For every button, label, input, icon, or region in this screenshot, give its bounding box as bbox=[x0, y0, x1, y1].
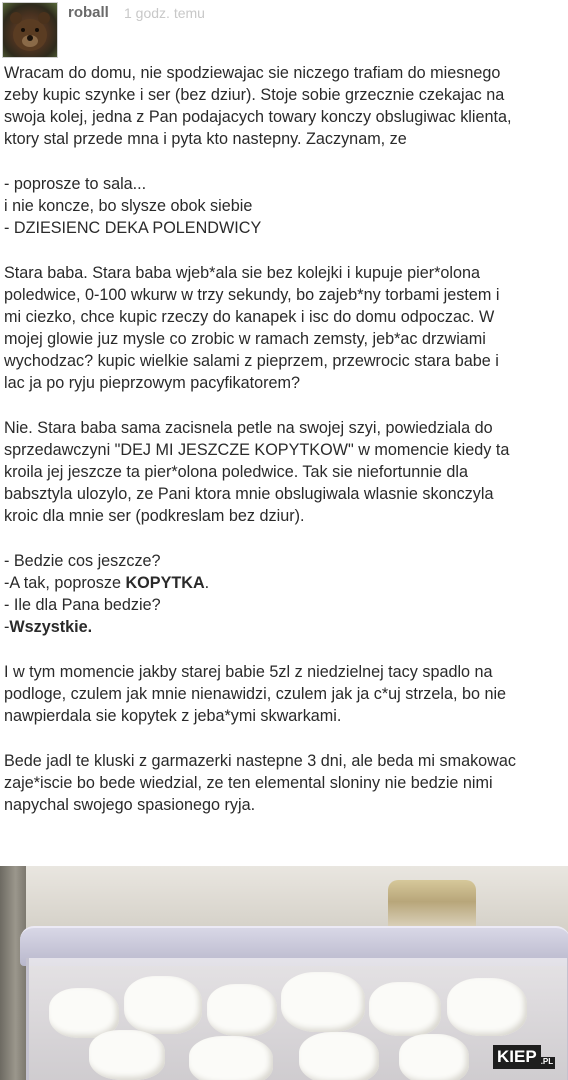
post-line: - Ile dla Pana bedzie? bbox=[4, 596, 161, 614]
kiep-watermark[interactable] bbox=[493, 1045, 555, 1069]
post-line: ktory stal przede mna i pyta kto nastepny. Zaczynam, ze bbox=[4, 130, 407, 148]
post-line: wychodzac? kupic wielkie salami z pieprzem, przewrocic stara babe i bbox=[4, 352, 499, 370]
bold-wszystkie: Wszystkie. bbox=[9, 618, 93, 636]
post-line: nawpierdala sie kopytek z jeba*ymi skwarkami. bbox=[4, 707, 342, 725]
post-line: napychal swojego spasionego ryja. bbox=[4, 796, 256, 814]
post-line: - DZIESIENC DEKA POLENDWICY bbox=[4, 219, 262, 237]
post-line: sprzedawczyni "DEJ MI JESZCZE KOPYTKOW" w momencie kiedy ta bbox=[4, 441, 510, 459]
dumpling bbox=[447, 978, 527, 1036]
post-line: Stara baba. Stara baba wjeb*ala sie bez kolejki i kupuje pier*olona bbox=[4, 264, 481, 282]
post-line-kopytka bbox=[4, 572, 568, 594]
dumpling bbox=[189, 1036, 273, 1080]
post-line: lac ja po ryju pieprzowym pacyfikatorem? bbox=[4, 374, 300, 392]
post-timestamp: 1 godz. temu bbox=[124, 5, 205, 21]
watermark-tld: .PL bbox=[541, 1057, 555, 1069]
post-line: babsztyla ulozylo, ze Pani ktora mnie obslugiwala wlasnie skonczyla bbox=[4, 485, 494, 503]
post-header bbox=[0, 0, 568, 60]
dumpling bbox=[89, 1030, 165, 1080]
post-line: poledwice, 0-100 wkurw w trzy sekundy, bo zajeb*ny torbami jestem i bbox=[4, 286, 500, 304]
post-line: Wracam do domu, nie spodziewajac sie niczego trafiam do miesnego bbox=[4, 64, 501, 82]
dumpling bbox=[281, 972, 365, 1032]
dumpling bbox=[124, 976, 202, 1034]
post-line: I w tym momencie jakby starej babie 5zl z niedzielnej tacy spadlo na bbox=[4, 663, 493, 681]
dumpling bbox=[299, 1032, 379, 1080]
post-line-wszystkie bbox=[4, 616, 568, 638]
post-line: kroila jej jeszcze ta pier*olona poledwice. Tak sie niefortunnie dla bbox=[4, 463, 469, 481]
post-line-text: - bbox=[4, 618, 10, 636]
post-line: - Bedzie cos jeszcze? bbox=[4, 552, 161, 570]
bold-kopytka: KOPYTKA bbox=[125, 574, 205, 592]
plastic-container bbox=[26, 958, 568, 1080]
post-line: i nie koncze, bo slysze obok siebie bbox=[4, 197, 253, 215]
post-line: swoja kolej, jedna z Pan podajacych towary konczy obslugiwac klienta, bbox=[4, 108, 512, 126]
post-line: Bede jadl te kluski z garmazerki nastepne 3 dni, ale beda mi smakowac bbox=[4, 752, 516, 770]
username-link[interactable]: roball bbox=[68, 4, 109, 21]
post-line: zaje*iscie bo bede wiedzial, ze ten elemental sloniny nie bedzie nimi bbox=[4, 774, 493, 792]
post-line: Nie. Stara baba sama zacisnela petle na swojej szyi, powiedziala do bbox=[4, 419, 493, 437]
bear-avatar-icon bbox=[3, 3, 57, 57]
dumpling bbox=[399, 1034, 469, 1080]
dumplings-photo bbox=[0, 866, 568, 1080]
dumpling bbox=[207, 984, 277, 1036]
avatar[interactable] bbox=[2, 2, 58, 58]
post-line: podloge, czulem jak mnie nienawidzi, czulem jak ja c*uj strzela, bo nie bbox=[4, 685, 507, 703]
post-line: - poprosze to sala... bbox=[4, 175, 147, 193]
post-line: zeby kupic szynke i ser (bez dziur). Stoje sobie grzecznie czekajac na bbox=[4, 86, 505, 104]
post-line: mi ciezko, chce kupic rzeczy do kanapek i isc do domu odpoczac. W bbox=[4, 308, 495, 326]
watermark-brand: KIEP bbox=[493, 1045, 541, 1069]
dumpling bbox=[369, 982, 441, 1036]
post-line-text: -A tak, poprosze bbox=[4, 574, 126, 592]
post-line: kroic dla mnie ser (podkreslam bez dziur). bbox=[4, 507, 305, 525]
post-line-text: . bbox=[204, 574, 210, 592]
bottle bbox=[0, 866, 26, 1080]
post-body bbox=[4, 62, 568, 816]
post-line: mojej glowie juz mysle co zrobic w ramach zemsty, jeb*ac drzwiami bbox=[4, 330, 486, 348]
